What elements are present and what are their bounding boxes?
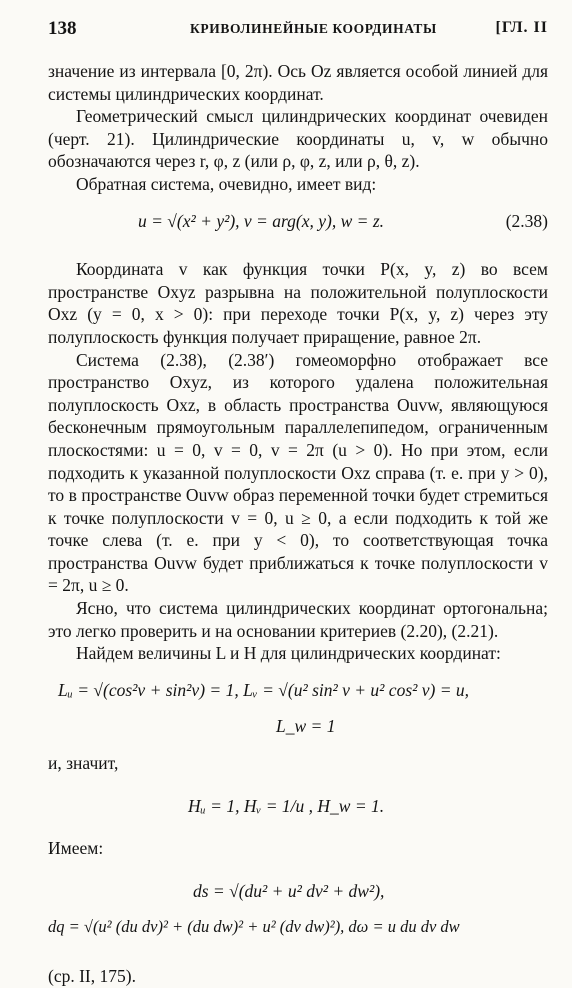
equation-ds	[48, 880, 548, 903]
equation-H	[48, 795, 548, 818]
equation-H-body: Hᵤ = 1, Hᵥ = 1/u , H_w = 1.	[188, 795, 385, 816]
paragraph-3: Обратная система, очевидно, имеет вид:	[76, 173, 377, 194]
paragraph-10: (ср. II, 175).	[48, 966, 136, 986]
page-body	[48, 60, 548, 988]
page-number: 138	[48, 18, 77, 39]
equation-dq	[48, 916, 548, 939]
equation-2-38-number: (2.38)	[505, 210, 548, 231]
equation-L-line1-body: Lᵤ = √(cos²v + sin²v) = 1, Lᵥ = √(u² sin² v + u² cos² v) = u,	[58, 679, 470, 700]
paragraph-7: Найдем величины L и H для цилиндрических координат:	[76, 643, 501, 664]
paragraph-9: Имеем:	[48, 838, 104, 859]
equation-L-line1	[48, 679, 548, 702]
equation-L-line2	[48, 715, 548, 738]
chapter-label: [ГЛ. II	[495, 19, 548, 36]
paragraph-4: Координата v как функция точки P(x, y, z) во всем пространстве Oxyz разрывна на положительной полуплоскости Oxz (y = 0, x > 0): при переходе точки P(x, y, z) через эту полуплоскость функция получает приращение, равное 2π.	[48, 259, 548, 347]
equation-2-38-body: u = √(x² + y²), v = arg(x, y), w = z.	[138, 210, 384, 231]
page-header	[48, 18, 548, 42]
paragraph-1: значение из интервала [0, 2π). Ось Oz является особой линией для системы цилиндрических координат.	[48, 61, 548, 104]
equation-2-38	[48, 210, 548, 233]
equation-L-line2-body: L_w = 1	[276, 716, 336, 737]
equation-dq-body: dq = √(u² (du dv)² + (du dw)² + u² (dv dw)²), dω = u du dv dw	[48, 917, 460, 937]
equation-ds-body: ds = √(du² + u² dv² + dw²),	[193, 880, 385, 901]
paragraph-2: Геометрический смысл цилиндрических координат очевиден (черт. 21). Цилиндрические координаты u, v, w обычно обозначаются через r, φ, z (или ρ, φ, z, или ρ, θ, z).	[48, 106, 548, 172]
paragraph-8: и, значит,	[48, 753, 119, 774]
running-title: КРИВОЛИНЕЙНЫЕ КООРДИНАТЫ	[190, 21, 437, 36]
paragraph-5: Система (2.38), (2.38′) гомеоморфно отображает все пространство Oxyz, из которого удалена положительная полуплоскость Oxz, в область пространства Ouvw, являющуюся бесконечным прямоугольным параллелепипедом, ограниченным плоскостями: u = 0, v = 0, v = 2π (u > 0). Но при этом, если подходить к указанной полуплоскости Oxz справа (т. е. при y > 0), то в пространстве Ouvw образ переменной точки будет стремиться к точке полуплоскости v = 0, u ≥ 0, а если подходить к той же точке слева (т. е. при y < 0), то соответствующая точка пространства Ouvw будет приближаться к точке полуплоскости v = 2π, u ≥ 0.	[48, 349, 548, 596]
paragraph-6: Ясно, что система цилиндрических координат ортогональна; это легко проверить и на основании критериев (2.20), (2.21).	[48, 598, 548, 641]
